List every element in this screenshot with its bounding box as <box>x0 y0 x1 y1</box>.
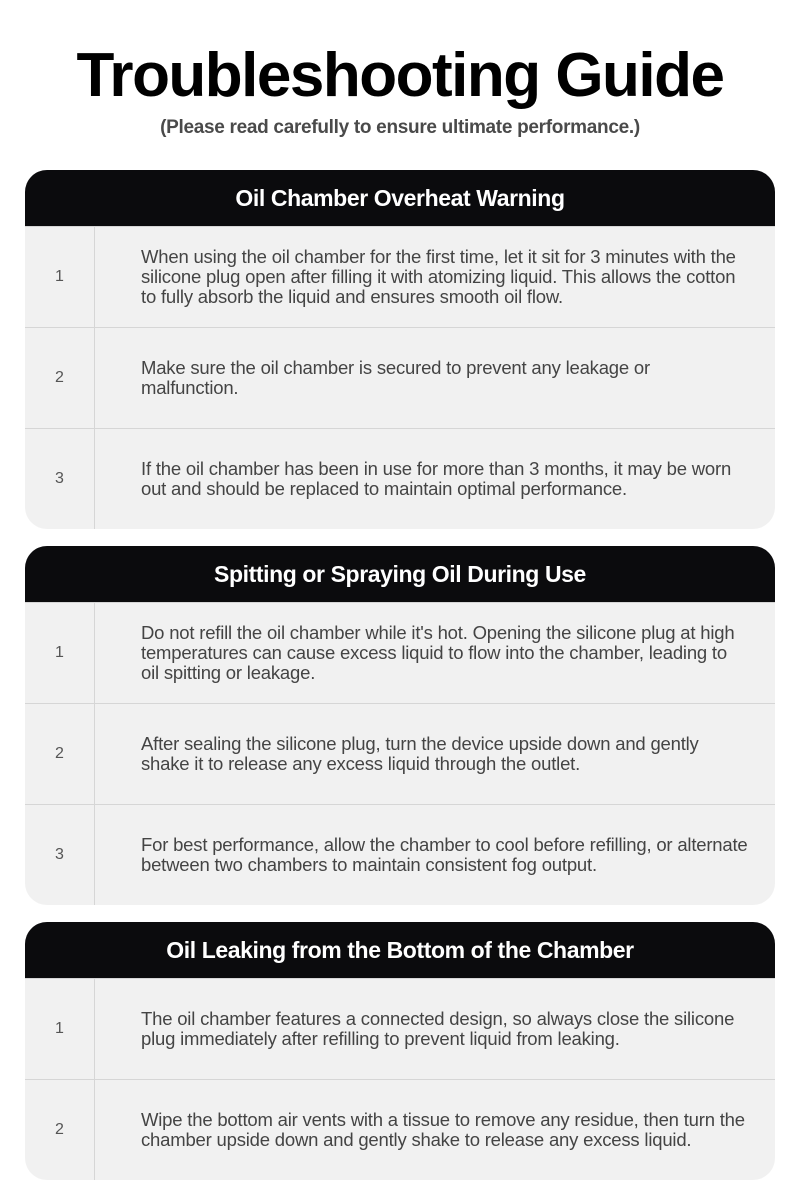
page-title: Troubleshooting Guide <box>76 41 724 110</box>
list-item <box>25 804 775 905</box>
list-item <box>25 978 775 1079</box>
list-item <box>25 703 775 804</box>
list-item <box>25 602 775 703</box>
list-item <box>25 428 775 529</box>
list-item <box>25 226 775 327</box>
section-title: Spitting or Spraying Oil During Use <box>25 546 775 602</box>
item-number: 3 <box>25 429 95 529</box>
section-overheat-warning <box>25 170 775 529</box>
section-title: Oil Chamber Overheat Warning <box>25 170 775 226</box>
item-text: Do not refill the oil chamber while it's hot. Opening the silicone plug at high temperatures can cause excess liquid to flow into the chamber, leading to oil spitting or leakage. <box>141 622 735 683</box>
item-text: If the oil chamber has been in use for more than 3 months, it may be worn out and should be replaced to maintain optimal performance. <box>141 458 732 499</box>
item-text: After sealing the silicone plug, turn the device upside down and gently shake it to release any excess liquid through the outlet. <box>141 733 699 774</box>
item-number: 2 <box>25 704 95 804</box>
section-spitting-oil <box>25 546 775 905</box>
item-number: 1 <box>25 227 95 327</box>
item-text: For best performance, allow the chamber to cool before refilling, or alternate between two chambers to maintain consistent fog output. <box>141 834 748 875</box>
item-number: 2 <box>25 1080 95 1180</box>
list-item <box>25 1079 775 1180</box>
section-bottom-leaking <box>25 922 775 1180</box>
item-number: 2 <box>25 328 95 428</box>
list-item <box>25 327 775 428</box>
item-text: Make sure the oil chamber is secured to prevent any leakage or malfunction. <box>141 357 650 398</box>
item-number: 3 <box>25 805 95 905</box>
item-text: The oil chamber features a connected design, so always close the silicone plug immediately after refilling to prevent liquid from leaking. <box>141 1008 735 1049</box>
section-title: Oil Leaking from the Bottom of the Chamber <box>25 922 775 978</box>
item-text: When using the oil chamber for the first time, let it sit for 3 minutes with the silicone plug open after filling it with atomizing liquid. This allows the cotton to fully absorb the liquid and ensures smooth oil flow. <box>141 246 736 307</box>
item-text: Wipe the bottom air vents with a tissue to remove any residue, then turn the chamber upside down and gently shake to release any excess liquid. <box>141 1109 745 1150</box>
page-subtitle: (Please read carefully to ensure ultimate performance.) <box>160 117 640 138</box>
item-number: 1 <box>25 603 95 703</box>
item-number: 1 <box>25 979 95 1079</box>
